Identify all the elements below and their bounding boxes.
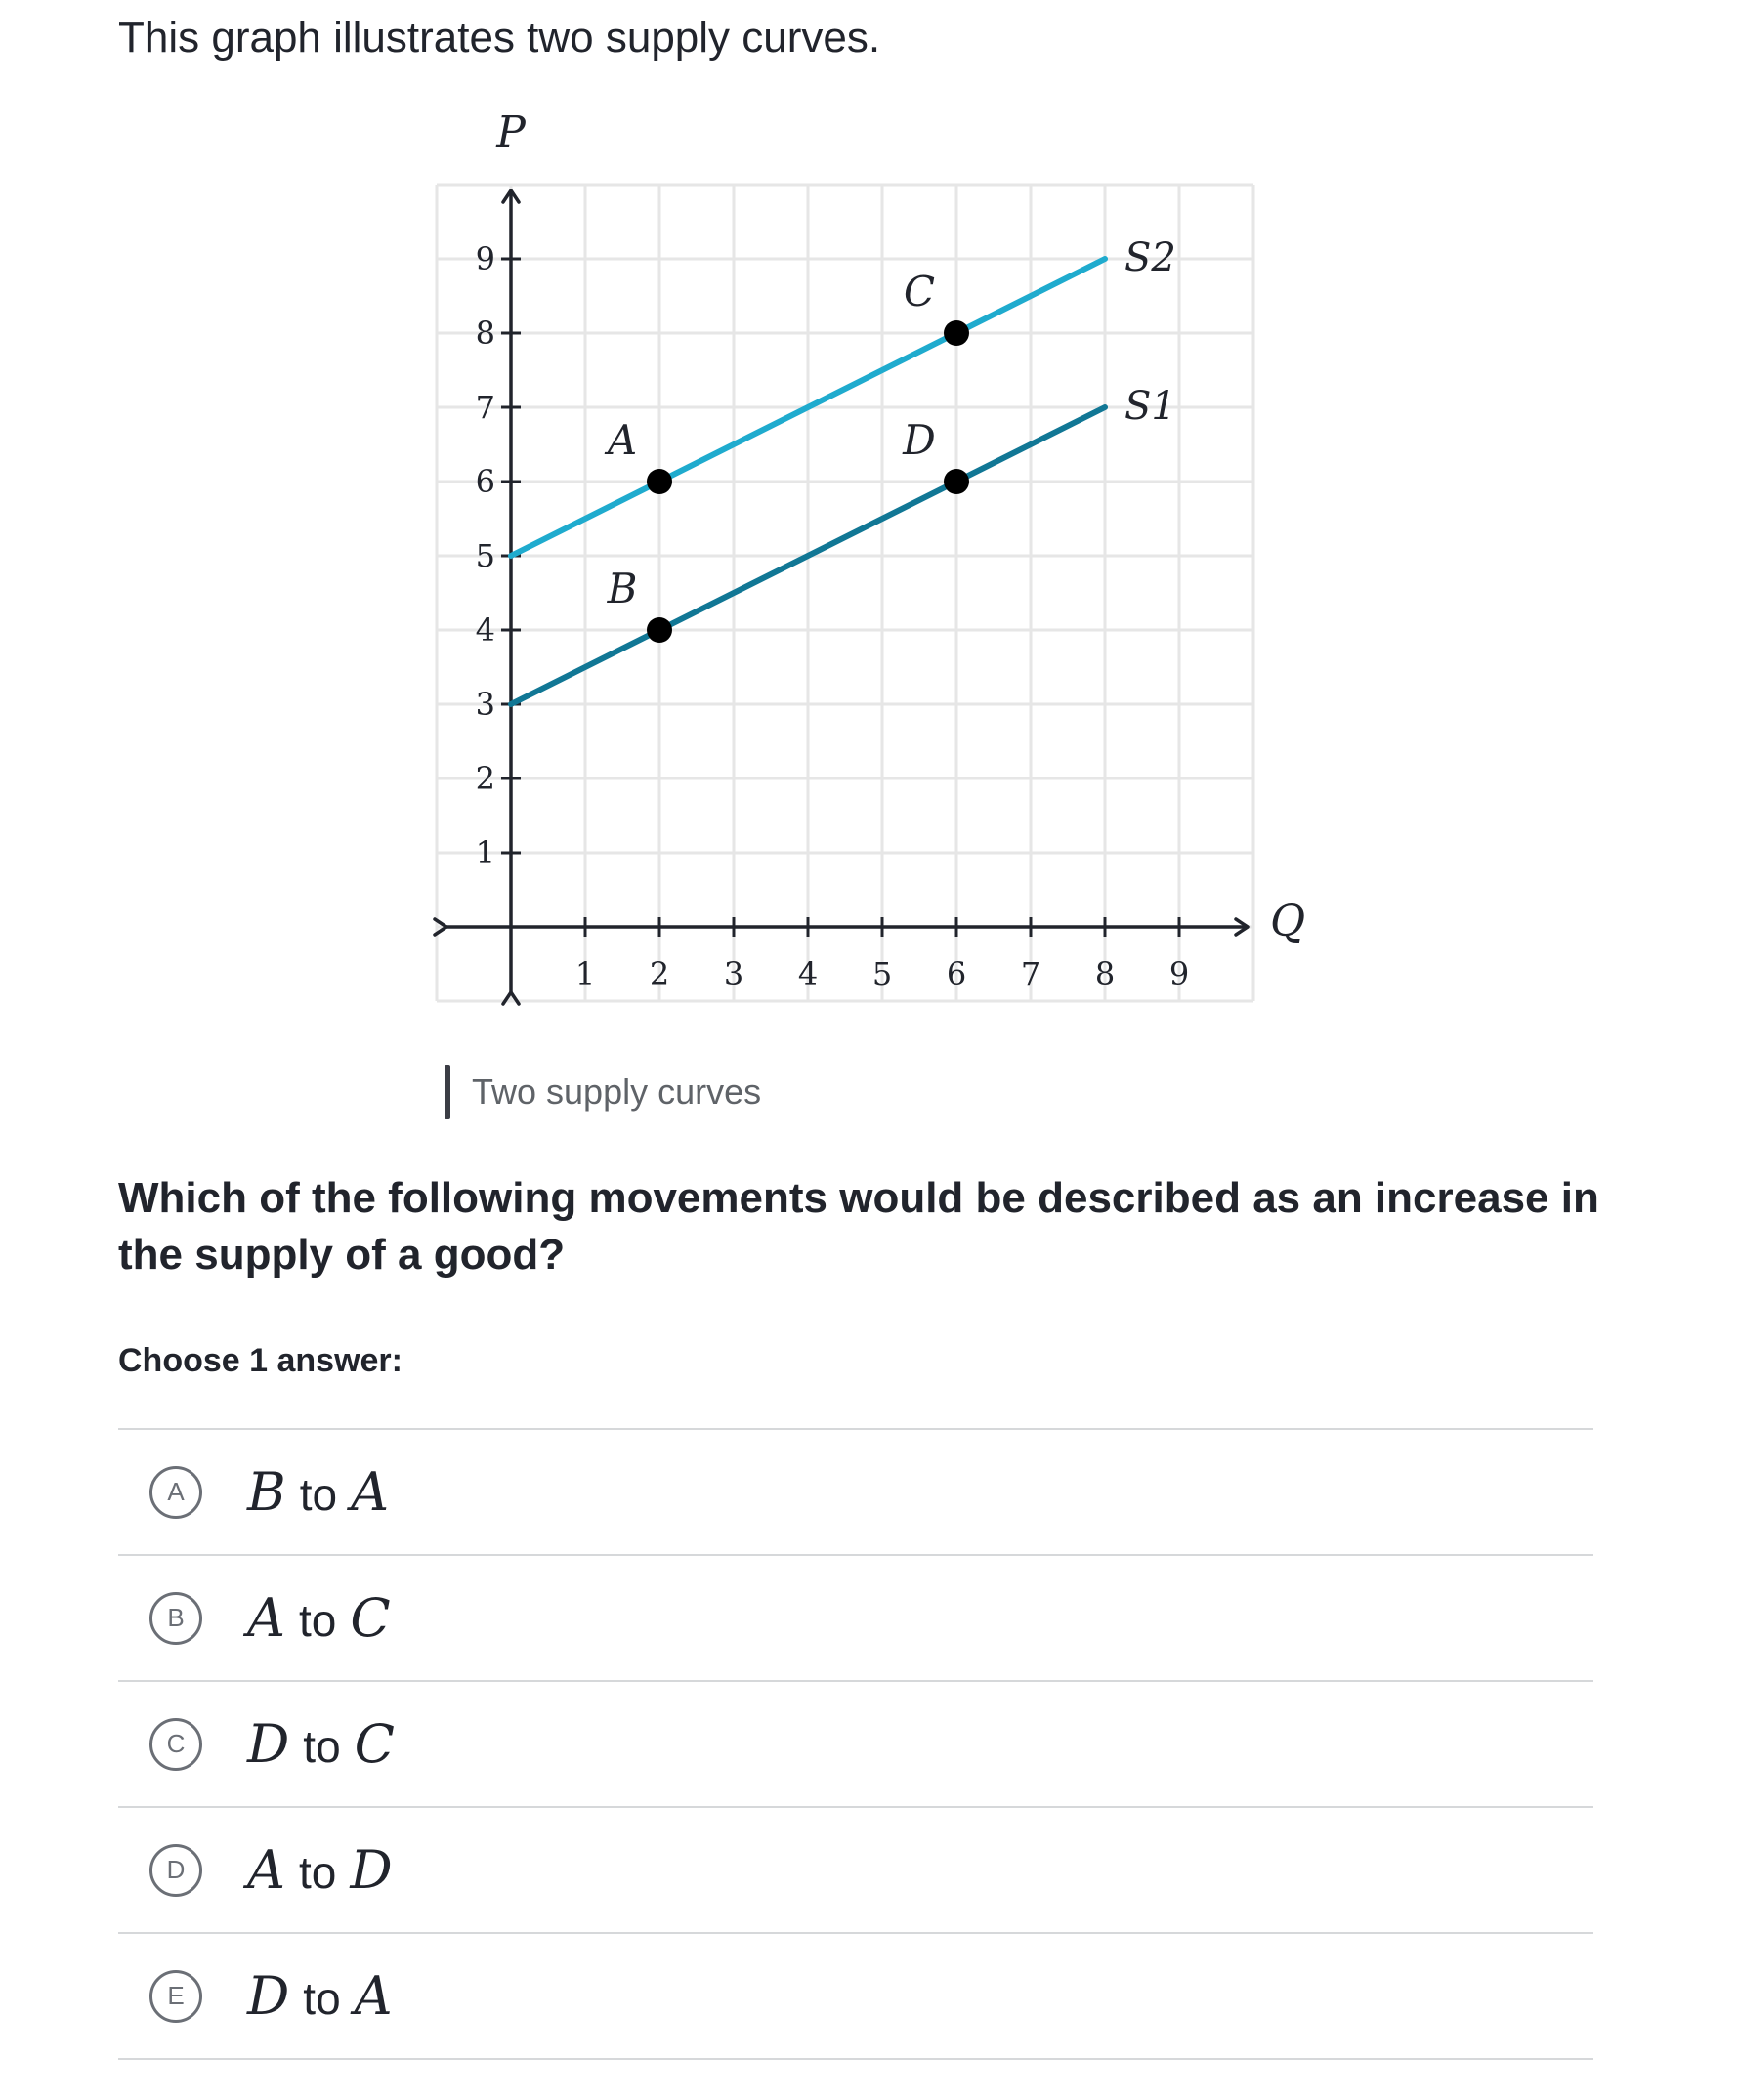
series-label-s2: S2 (1124, 235, 1176, 280)
x-tick-label: 1 (574, 955, 596, 992)
x-axis-label: Q (1269, 897, 1306, 946)
choice-a[interactable] (118, 1430, 1593, 1556)
choice-letter: A (149, 1466, 202, 1519)
point-b (647, 617, 672, 643)
point-d (944, 469, 969, 494)
question-text: Which of the following movements would be described as an increase in the supply of a good? (118, 1174, 1599, 1279)
choice-e[interactable] (118, 1934, 1593, 2060)
instruction-text: Choose 1 answer: (118, 1342, 403, 1379)
choice-label (247, 1965, 393, 2027)
x-tick-label: 6 (946, 955, 967, 992)
choice-from: A (247, 1839, 285, 1901)
choice-connector: to (299, 1595, 337, 1646)
series-label-s1: S1 (1124, 384, 1176, 429)
x-tick-label: 9 (1168, 955, 1190, 992)
intro-text: This graph illustrates two supply curves. (118, 14, 881, 62)
y-tick-label: 9 (475, 240, 495, 277)
choice-b[interactable] (118, 1556, 1593, 1682)
choice-letter: C (149, 1718, 202, 1771)
choice-label (247, 1839, 393, 1901)
answer-choices (118, 1428, 1593, 2060)
caption-bar (445, 1065, 450, 1119)
y-tick-label: 4 (475, 611, 495, 649)
axes (445, 192, 1246, 994)
choice-to: A (351, 1461, 390, 1523)
y-tick-label: 1 (475, 834, 495, 871)
grid (437, 185, 1253, 1001)
y-tick-label: 2 (475, 760, 495, 797)
point-label-d: D (903, 416, 936, 464)
choice-connector: to (299, 1469, 338, 1520)
choice-label (247, 1461, 389, 1523)
y-tick-label: 3 (475, 686, 495, 723)
point-label-c: C (903, 268, 936, 315)
choice-from: D (247, 1713, 290, 1775)
choice-to: C (350, 1587, 391, 1649)
y-tick-label: 5 (475, 537, 495, 574)
x-tick-label: 3 (723, 955, 744, 992)
choice-c[interactable] (118, 1682, 1593, 1808)
choice-label (247, 1713, 395, 1775)
caption-text: Two supply curves (472, 1071, 762, 1112)
x-tick-label: 5 (871, 955, 893, 992)
choice-connector: to (303, 1721, 341, 1772)
choice-letter: E (149, 1970, 202, 2023)
x-tick-label: 7 (1020, 955, 1041, 992)
choice-connector: to (303, 1973, 341, 2024)
x-tick-label: 2 (649, 955, 670, 992)
point-label-a: A (607, 416, 638, 464)
choice-connector: to (299, 1847, 337, 1898)
choice-letter: D (149, 1844, 202, 1897)
choice-to: D (350, 1839, 393, 1901)
point-a (647, 469, 672, 494)
x-tick-label: 8 (1094, 955, 1116, 992)
choice-d[interactable] (118, 1808, 1593, 1934)
y-tick-label: 8 (475, 315, 495, 352)
choice-from: D (247, 1965, 290, 2027)
choice-from: A (247, 1587, 285, 1649)
y-tick-label: 7 (475, 389, 495, 426)
choice-from: B (247, 1461, 286, 1523)
point-c (944, 320, 969, 346)
y-tick-label: 6 (475, 463, 495, 500)
choice-letter: B (149, 1592, 202, 1645)
y-axis-label: P (496, 107, 526, 157)
choice-label (247, 1587, 391, 1649)
graph-caption (445, 1065, 761, 1119)
x-tick-label: 4 (797, 955, 819, 992)
series (511, 235, 1176, 704)
choice-to: A (354, 1965, 393, 2027)
choice-to: C (354, 1713, 395, 1775)
point-label-b: B (607, 565, 638, 612)
